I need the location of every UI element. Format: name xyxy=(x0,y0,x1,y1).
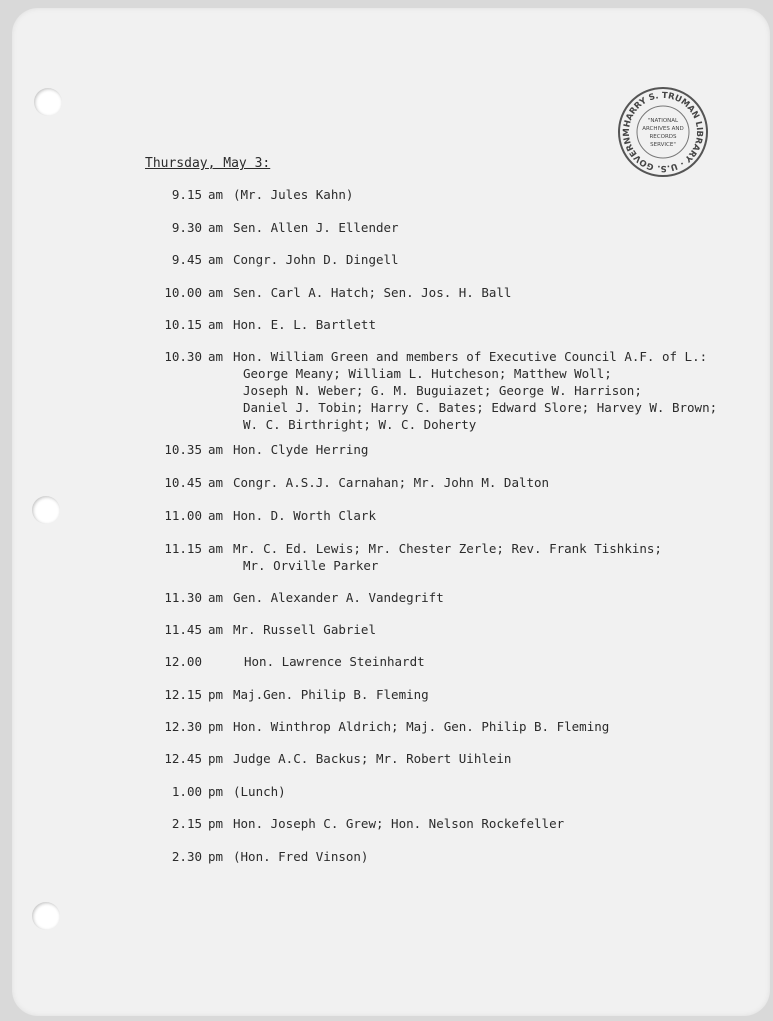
entry-text-line: Daniel J. Tobin; Harry C. Bates; Edward Slore; Harvey W. Brown; xyxy=(243,400,718,415)
entry-period: am xyxy=(208,252,224,267)
entry-period: am xyxy=(208,508,224,523)
entry-time: 9.45 xyxy=(171,252,202,267)
entry-text-line: Congr. A.S.J. Carnahan; Mr. John M. Dalton xyxy=(233,475,550,490)
page-heading: Thursday, May 3: xyxy=(145,156,271,171)
entry-text-line: Hon. D. Worth Clark xyxy=(233,508,376,523)
entry-text-line: Mr. Orville Parker xyxy=(243,558,379,573)
entry-time: 12.15 xyxy=(164,687,202,702)
entry-time: 1.00 xyxy=(171,784,202,799)
entry-text-line: Joseph N. Weber; G. M. Buguiazet; George W. Harrison; xyxy=(243,383,642,398)
entry-text-line: Hon. Clyde Herring xyxy=(233,442,369,457)
entry-text-line: Maj.Gen. Philip B. Fleming xyxy=(233,687,429,702)
entry-time: 12.30 xyxy=(164,719,202,734)
entry-period: pm xyxy=(208,784,224,799)
entry-text-line: Sen. Carl A. Hatch; Sen. Jos. H. Ball xyxy=(233,285,512,300)
entry-time: 11.45 xyxy=(164,622,202,637)
entry-period: am xyxy=(208,187,224,202)
entry-period: am xyxy=(208,349,224,364)
entry-time: 2.15 xyxy=(171,816,202,831)
entry-period: pm xyxy=(208,751,224,766)
entry-period: am xyxy=(208,541,224,556)
entry-text-line: Hon. E. L. Bartlett xyxy=(233,317,376,332)
entry-text-line: Hon. William Green and members of Executive Council A.F. of L.: xyxy=(233,349,708,364)
schedule-list xyxy=(12,8,770,1016)
entry-period: pm xyxy=(208,687,224,702)
entry-period: am xyxy=(208,285,224,300)
entry-text-line: (Lunch) xyxy=(233,784,286,799)
entry-time: 11.00 xyxy=(164,508,202,523)
entry-text-line: (Hon. Fred Vinson) xyxy=(233,849,369,864)
entry-text-line: Judge A.C. Backus; Mr. Robert Uihlein xyxy=(233,751,512,766)
entry-period: am xyxy=(208,590,224,605)
entry-time: 10.30 xyxy=(164,349,202,364)
entry-period: am xyxy=(208,475,224,490)
entry-time: 11.15 xyxy=(164,541,202,556)
entry-text-line: Hon. Joseph C. Grew; Hon. Nelson Rockefeller xyxy=(233,816,565,831)
stamp-inner-line: "NATIONAL xyxy=(647,118,679,124)
entry-time: 9.30 xyxy=(171,220,202,235)
entry-period: pm xyxy=(208,719,224,734)
entry-time: 2.30 xyxy=(171,849,202,864)
document-page xyxy=(12,8,770,1016)
entry-time: 12.00 xyxy=(164,654,202,669)
entry-text-line: W. C. Birthright; W. C. Doherty xyxy=(243,417,477,432)
entry-period: am xyxy=(208,622,224,637)
entry-text-line: Congr. John D. Dingell xyxy=(233,252,399,267)
stamp-inner-line: ARCHIVES AND xyxy=(642,126,684,132)
entry-time: 10.15 xyxy=(164,317,202,332)
entry-time: 10.00 xyxy=(164,285,202,300)
entry-text-line: Mr. Russell Gabriel xyxy=(233,622,376,637)
entry-period: am xyxy=(208,220,224,235)
stamp-outer-text: HARRY S. TRUMAN LIBRARY · U.S. GOVERNM xyxy=(621,90,705,174)
entry-period: pm xyxy=(208,849,224,864)
stamp-inner-line: RECORDS xyxy=(649,134,677,140)
entry-period: am xyxy=(208,442,224,457)
entry-period: pm xyxy=(208,816,224,831)
entry-time: 10.45 xyxy=(164,475,202,490)
entry-text-line: Mr. C. Ed. Lewis; Mr. Chester Zerle; Rev. Frank Tishkins; xyxy=(233,541,662,556)
entry-time: 12.45 xyxy=(164,751,202,766)
entry-time: 11.30 xyxy=(164,590,202,605)
entry-text-line: Hon. Lawrence Steinhardt xyxy=(244,654,425,669)
stamp-inner-line: SERVICE" xyxy=(650,142,676,148)
entry-time: 10.35 xyxy=(164,442,202,457)
entry-text-line: Hon. Winthrop Aldrich; Maj. Gen. Philip B. Fleming xyxy=(233,719,610,734)
entry-period: am xyxy=(208,317,224,332)
entry-time: 9.15 xyxy=(171,187,202,202)
entry-text-line: (Mr. Jules Kahn) xyxy=(233,187,354,202)
entry-text-line: George Meany; William L. Hutcheson; Matthew Woll; xyxy=(243,366,612,381)
entry-text-line: Sen. Allen J. Ellender xyxy=(233,220,399,235)
entry-text-line: Gen. Alexander A. Vandegrift xyxy=(233,590,444,605)
